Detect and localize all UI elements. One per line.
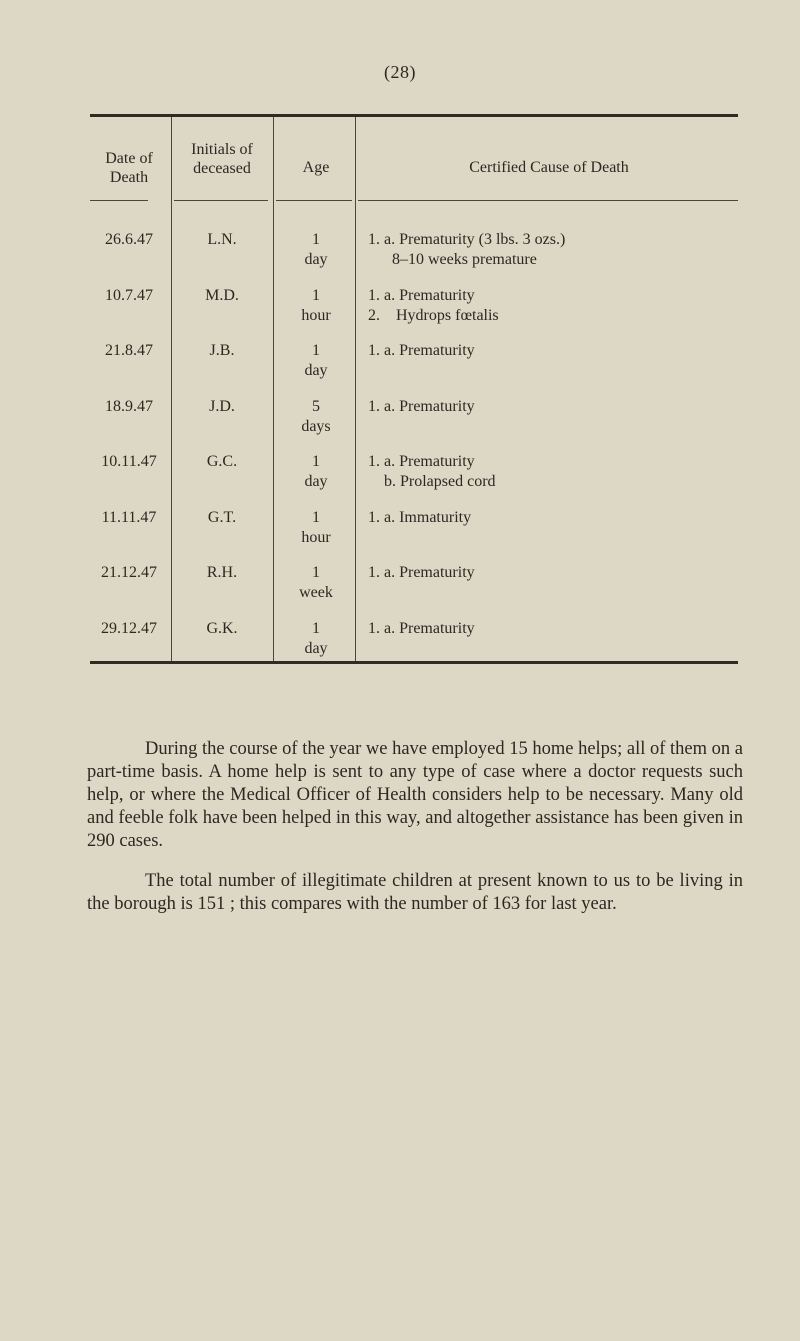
cause-line: 1. a. Prematurity [368,620,475,637]
table-top-rule [90,114,738,117]
cell-cause [368,397,748,417]
cell-age: 1 week [299,564,333,601]
cause-line: 1. a. Prematurity [368,453,475,470]
cell-date: 21.12.47 [101,564,157,581]
column-divider-1 [171,117,172,661]
cell-initials: M.D. [205,287,239,304]
cause-line: 1. a. Prematurity [368,564,475,581]
header-underline-initials [174,200,268,201]
cell-initials: J.D. [209,398,235,415]
cell-age: 1 hour [301,509,331,546]
cell-initials: G.K. [206,620,238,637]
page-number: (28) [384,62,416,82]
header-initials: Initials of deceased [191,141,253,177]
cell-initials: R.H. [206,564,238,581]
cell-date: 29.12.47 [101,620,157,637]
cause-line: 1. a. Prematurity (3 lbs. 3 ozs.) [368,231,566,248]
header-underline-cause [358,200,738,201]
cell-initials: J.B. [209,342,235,359]
cell-date: 10.7.47 [105,287,153,304]
cell-cause [368,563,748,583]
header-cause: Certified Cause of Death [469,159,629,176]
cell-cause [368,230,748,270]
cause-line: 1. a. Prematurity [368,287,475,304]
cell-cause [368,619,748,639]
cell-age: 1 hour [301,287,331,324]
header-age: Age [302,159,330,176]
cause-line: 1. a. Prematurity [368,342,475,359]
cell-date: 18.9.47 [105,398,153,415]
cell-date: 10.11.47 [101,453,157,470]
cell-initials: G.C. [206,453,238,470]
cause-line: 8–10 weeks premature [368,251,537,268]
cell-age: 1 day [304,342,328,379]
body-text [87,738,743,916]
cell-cause [368,452,748,492]
column-divider-2 [273,117,274,661]
cause-line: 1. a. Prematurity [368,398,475,415]
header-underline-date [90,200,148,201]
paragraph-illegitimate-children: The total number of illegitimate children at present known to us to be living in the borough is 151 ; this compares with the number of 163 for last year. [87,871,743,914]
cell-age: 1 day [304,453,328,490]
cell-date: 21.8.47 [105,342,153,359]
cell-cause [368,286,748,326]
cell-date: 11.11.47 [101,509,157,526]
cause-line: 2. Hydrops fœtalis [368,307,499,324]
table-bottom-rule [90,661,738,664]
cell-age: 1 day [304,620,328,657]
paragraph-home-helps: During the course of the year we have employed 15 home helps; all of them on a part-time basis. A home help is sent to any type of case where a doctor requests such help, or where the Medical Officer of Health considers help to be necessary. Many old and feeble folk have been helped in this way, and altogether assistance has been given in 290 cases. [87,739,743,851]
cause-line: b. Prolapsed cord [368,473,496,490]
cell-cause [368,508,748,528]
cell-initials: G.T. [207,509,237,526]
cell-date: 26.6.47 [105,231,153,248]
header-underline-age [276,200,352,201]
cell-age: 1 day [304,231,328,268]
cell-age: 5 days [301,398,331,435]
cause-line: 1. a. Immaturity [368,509,472,526]
cell-initials: L.N. [207,231,237,248]
header-date: Date of Death [105,150,153,186]
cell-cause [368,341,748,361]
